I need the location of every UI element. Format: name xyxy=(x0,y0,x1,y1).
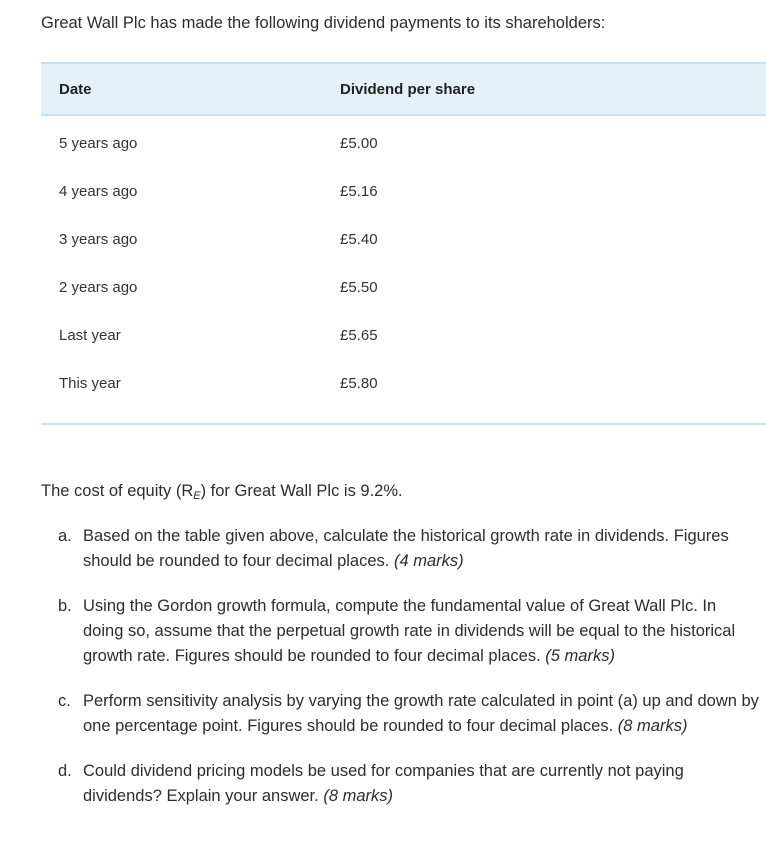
question-list xyxy=(41,524,761,829)
question-marker: d. xyxy=(58,762,72,780)
table-header-row xyxy=(41,63,766,115)
row-date: 4 years ago xyxy=(59,182,138,200)
row-dividend: £5.40 xyxy=(340,230,378,248)
cost-subscript: E xyxy=(193,490,201,502)
table-row xyxy=(41,115,766,167)
table-row xyxy=(41,215,766,263)
dividend-table xyxy=(41,62,766,425)
question-item-d xyxy=(41,759,761,809)
cost-of-equity-text xyxy=(41,480,403,507)
table-row xyxy=(41,167,766,215)
cost-suffix: ) for Great Wall Plc is 9.2%. xyxy=(200,482,403,500)
question-marks: (8 marks) xyxy=(617,717,688,735)
table-row xyxy=(41,311,766,359)
question-item-c xyxy=(41,689,761,739)
column-header-dividend: Dividend per share xyxy=(340,63,766,115)
table-bottom-border xyxy=(41,407,766,424)
question-marks: (4 marks) xyxy=(393,552,464,570)
row-date: Last year xyxy=(59,326,121,344)
row-dividend: £5.65 xyxy=(340,326,378,344)
table-row xyxy=(41,359,766,407)
intro-text: Great Wall Plc has made the following dividend payments to its shareholders: xyxy=(41,14,606,32)
row-dividend: £5.00 xyxy=(340,134,378,152)
question-marks: (8 marks) xyxy=(323,787,393,805)
dividend-table-container xyxy=(41,62,766,425)
column-header-date: Date xyxy=(41,63,340,115)
question-text: Perform sensitivity analysis by varying the growth rate calculated in point (a) up and down by one percentage point. Figures should be rounded to four decimal places. xyxy=(83,692,759,735)
row-date: This year xyxy=(59,374,121,392)
table-row xyxy=(41,263,766,311)
question-text: Using the Gordon growth formula, compute the fundamental value of Great Wall Plc. In doing so, assume that the perpetual growth rate in dividends will be equal to the historical growth rate. Figures should be rounded to four decimal places. xyxy=(83,597,736,665)
row-dividend: £5.16 xyxy=(340,182,378,200)
question-text: Based on the table given above, calculate the historical growth rate in dividends. Figures should be rounded to four decimal places. xyxy=(83,527,729,570)
question-item-b xyxy=(41,594,761,669)
question-item-a xyxy=(41,524,761,574)
question-text: Could dividend pricing models be used for companies that are currently not paying dividends? Explain your answer. xyxy=(83,762,684,805)
row-date: 2 years ago xyxy=(59,278,138,296)
question-marker: b. xyxy=(58,597,72,615)
question-marker: a. xyxy=(58,527,72,545)
row-dividend: £5.50 xyxy=(340,278,378,296)
row-date: 3 years ago xyxy=(59,230,138,248)
row-dividend: £5.80 xyxy=(340,374,378,392)
cost-prefix: The cost of equity (R xyxy=(41,482,194,500)
question-marks: (5 marks) xyxy=(545,647,615,665)
row-date: 5 years ago xyxy=(59,134,138,152)
question-marker: c. xyxy=(58,692,71,710)
